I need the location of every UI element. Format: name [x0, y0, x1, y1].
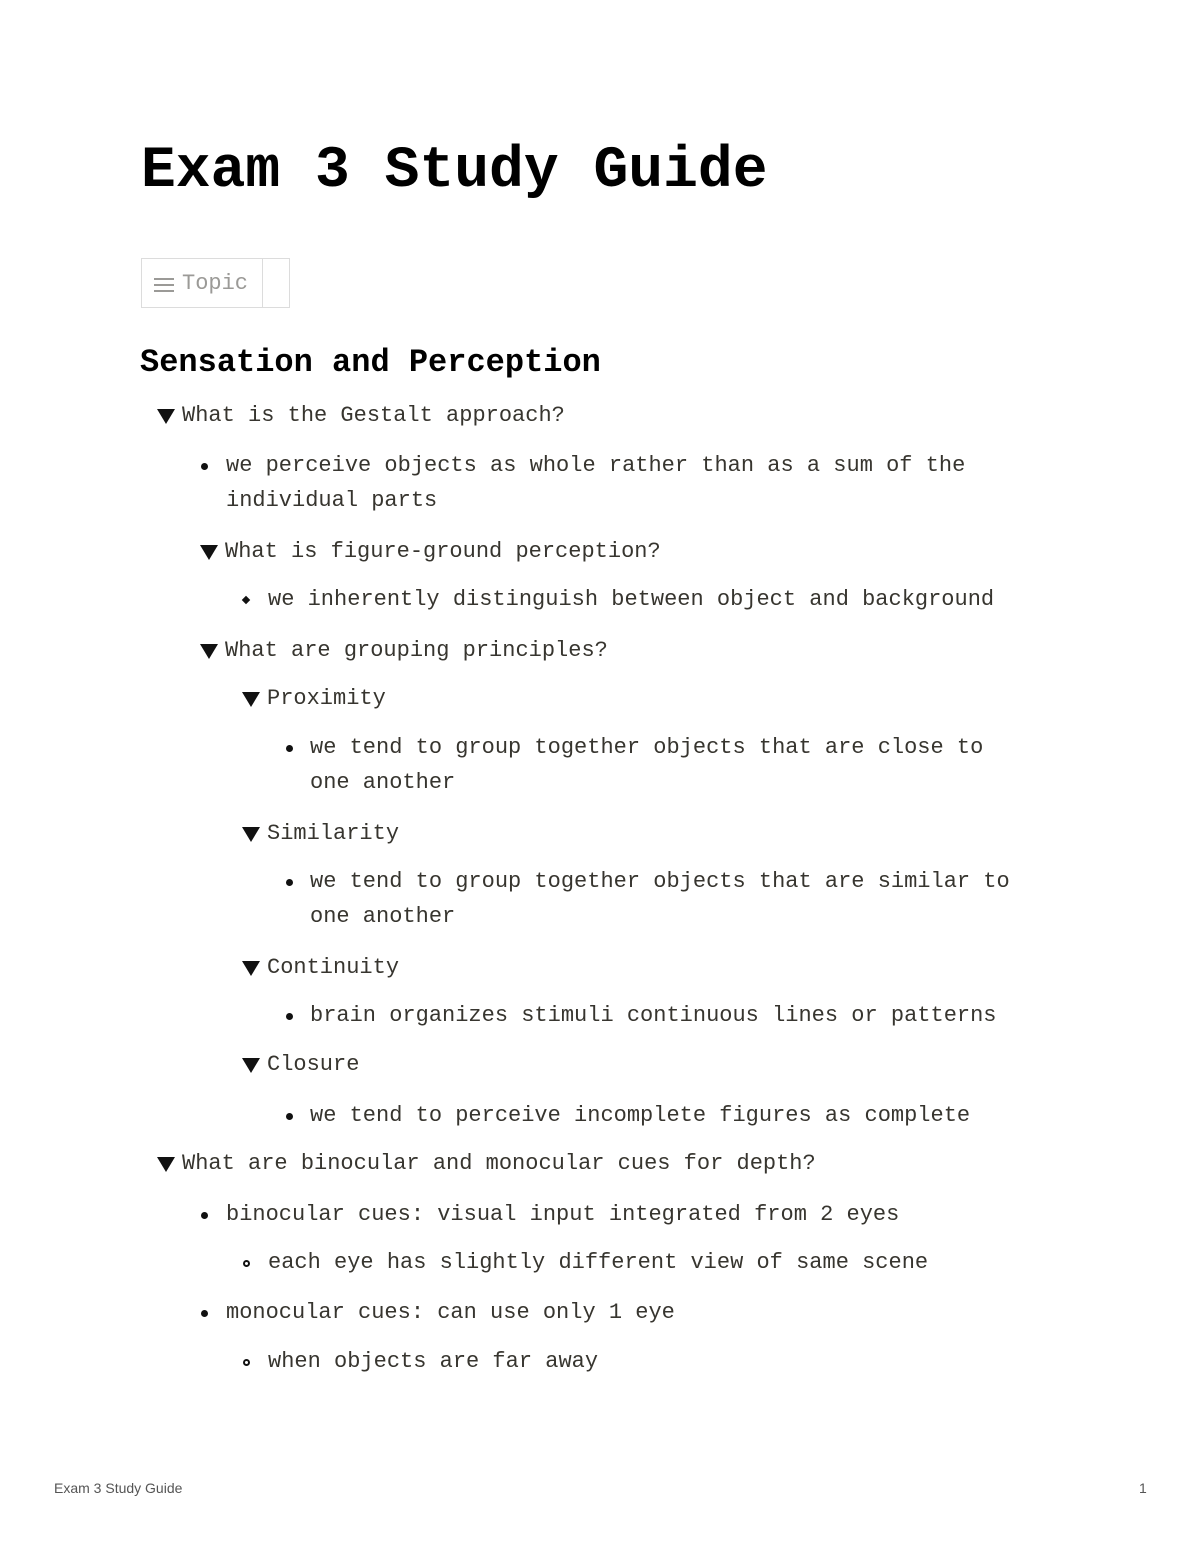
bullet-icon	[243, 1359, 250, 1366]
list-item: we tend to perceive incomplete figures as complete	[310, 1103, 971, 1128]
property-table	[141, 258, 290, 308]
toggle-question-gestalt[interactable]: What is the Gestalt approach?	[182, 403, 565, 428]
toggle-triangle-icon[interactable]	[242, 961, 260, 976]
list-item: we tend to group together objects that are close to	[310, 735, 984, 760]
toggle-question-depth[interactable]: What are binocular and monocular cues for depth?	[182, 1151, 816, 1176]
property-label: Topic	[182, 270, 249, 296]
toggle-closure[interactable]: Closure	[267, 1052, 360, 1077]
bullet-icon	[242, 596, 250, 604]
toggle-similarity[interactable]: Similarity	[267, 821, 400, 846]
bullet-icon	[286, 1113, 293, 1120]
toggle-triangle-icon[interactable]	[242, 692, 260, 707]
toggle-triangle-icon[interactable]	[242, 827, 260, 842]
toggle-triangle-icon[interactable]	[157, 1157, 175, 1172]
list-item: monocular cues: can use only 1 eye	[226, 1300, 675, 1325]
toggle-triangle-icon[interactable]	[157, 409, 175, 424]
list-item: we tend to group together objects that are similar to	[310, 869, 1010, 894]
section-heading: Sensation and Perception	[140, 344, 601, 381]
list-item: brain organizes stimuli continuous lines or patterns	[310, 1003, 997, 1028]
bullet-icon	[286, 1013, 293, 1020]
bullet-icon	[286, 879, 293, 886]
footer-doc-title: Exam 3 Study Guide	[54, 1480, 183, 1496]
property-topic[interactable]	[142, 259, 263, 307]
list-item: binocular cues: visual input integrated from 2 eyes	[226, 1202, 900, 1227]
list-item: each eye has slightly different view of same scene	[268, 1250, 929, 1275]
list-item-continuation: one another	[310, 770, 456, 795]
toggle-proximity[interactable]: Proximity	[267, 686, 386, 711]
list-item: we inherently distinguish between object and background	[268, 587, 995, 612]
bullet-icon	[201, 1310, 208, 1317]
toggle-triangle-icon[interactable]	[200, 644, 218, 659]
list-item-continuation: one another	[310, 904, 456, 929]
toggle-continuity[interactable]: Continuity	[267, 955, 400, 980]
toggle-question-figure-ground[interactable]: What is figure-ground perception?	[225, 539, 661, 564]
list-item: we perceive objects as whole rather than as a sum of the	[226, 453, 966, 478]
toggle-triangle-icon[interactable]	[200, 545, 218, 560]
property-value-empty[interactable]	[263, 259, 289, 307]
list-item-continuation: individual parts	[226, 488, 438, 513]
bullet-icon	[201, 1212, 208, 1219]
toggle-triangle-icon[interactable]	[242, 1058, 260, 1073]
toggle-question-grouping[interactable]: What are grouping principles?	[225, 638, 608, 663]
bullet-icon	[201, 463, 208, 470]
list-icon	[154, 278, 174, 292]
bullet-icon	[243, 1260, 250, 1267]
page-title: Exam 3 Study Guide	[141, 139, 768, 204]
bullet-icon	[286, 745, 293, 752]
list-item: when objects are far away	[268, 1349, 599, 1374]
footer-page-number: 1	[1139, 1480, 1147, 1496]
